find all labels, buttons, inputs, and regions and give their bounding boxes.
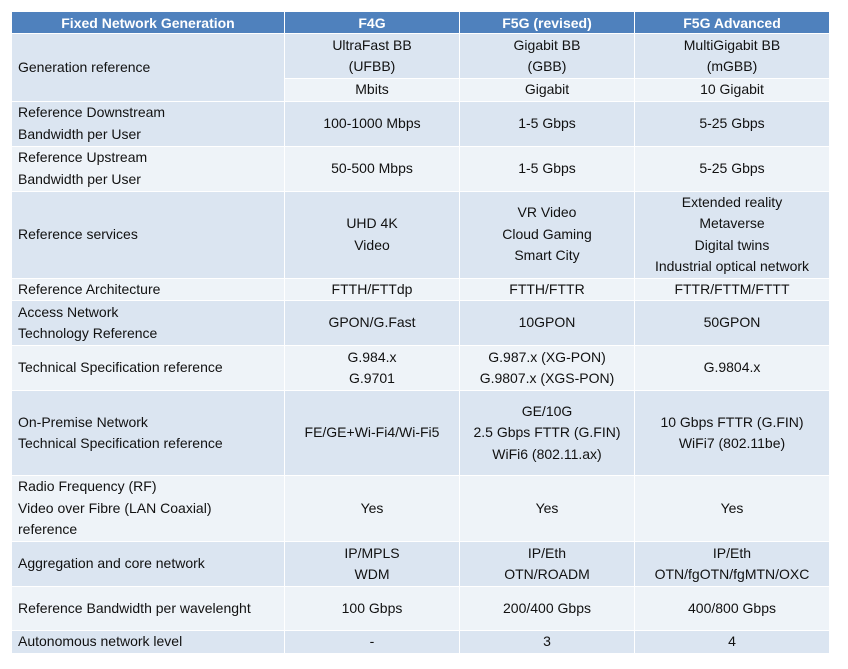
header-cell: F5G (revised)	[460, 12, 635, 34]
cell-text-line: 100 Gbps	[341, 599, 403, 616]
table-row	[12, 346, 830, 391]
table-container	[11, 11, 830, 654]
cell-text-line: Radio Frequency (RF)	[18, 478, 157, 495]
data-cell	[635, 346, 830, 391]
cell-text-line: FTTR/FTTM/FTTT	[674, 280, 790, 297]
table-row	[12, 101, 830, 146]
cell-text-line: Digital twins	[694, 236, 770, 253]
cell-text-line: MultiGigabit BB	[683, 36, 781, 53]
cell-text-line: 5-25 Gbps	[699, 159, 765, 176]
cell-text-line: Access Network	[18, 303, 119, 320]
row-label-cell	[12, 34, 285, 102]
row-label-cell	[12, 101, 285, 146]
cell-text-line: Cloud Gaming	[502, 225, 592, 242]
cell-text-line: FTTH/FTTdp	[331, 280, 413, 297]
cell-text-line: -	[369, 633, 375, 649]
header-cell: F5G Advanced	[635, 12, 830, 34]
data-cell	[285, 391, 460, 476]
cell-text-line: (mGBB)	[706, 58, 758, 74]
cell-text-line: Metaverse	[699, 215, 765, 231]
table-row	[12, 587, 830, 631]
data-cell	[635, 146, 830, 191]
data-cell	[460, 631, 635, 654]
data-cell	[460, 391, 635, 476]
data-cell	[635, 301, 830, 346]
cell-text-line: Technical Specification reference	[18, 435, 223, 451]
table-row	[12, 301, 830, 346]
cell-text-line: UltraFast BB	[332, 36, 412, 53]
data-cell	[635, 587, 830, 631]
data-cell	[460, 34, 635, 79]
cell-text-line: G.9807.x (XGS-PON)	[479, 370, 615, 386]
cell-text-line: 50-500 Mbps	[331, 159, 413, 176]
cell-text-line: 3	[543, 633, 551, 649]
data-cell	[285, 476, 460, 542]
cell-text-line: G.987.x (XG-PON)	[488, 348, 606, 365]
table-row	[12, 631, 830, 654]
data-cell	[460, 346, 635, 391]
cell-text-line: Smart City	[514, 247, 580, 264]
cell-text-line: G.984.x	[347, 348, 397, 365]
table-row	[12, 542, 830, 587]
cell-text-line: Generation reference	[18, 58, 151, 75]
cell-text-line: GPON/G.Fast	[328, 314, 416, 331]
row-label-cell	[12, 631, 285, 654]
cell-text-line: 200/400 Gbps	[503, 599, 591, 616]
data-cell	[635, 391, 830, 476]
cell-text-line: 5-25 Gbps	[699, 114, 765, 131]
cell-text-line: Bandwidth per User	[18, 125, 141, 142]
data-cell	[460, 146, 635, 191]
data-cell	[285, 146, 460, 191]
cell-text-line: 50GPON	[703, 314, 761, 331]
cell-text-line: G.9804.x	[703, 359, 761, 376]
table-row	[12, 391, 830, 476]
cell-text-line: Yes	[535, 499, 559, 516]
row-label-cell	[12, 587, 285, 631]
cell-text-line: Industrial optical network	[654, 258, 810, 274]
data-cell	[635, 79, 830, 102]
data-cell	[285, 301, 460, 346]
data-cell	[635, 278, 830, 301]
data-cell	[460, 587, 635, 631]
data-cell	[285, 101, 460, 146]
cell-text-line: Video	[354, 236, 390, 253]
cell-text-line: Reference Upstream	[18, 149, 148, 165]
cell-text-line: Video over Fibre (LAN Coaxial)	[18, 499, 212, 516]
data-cell	[635, 631, 830, 654]
row-label-cell	[12, 346, 285, 391]
table-row	[12, 191, 830, 278]
cell-text-line: 1-5 Gbps	[518, 159, 576, 176]
data-cell	[285, 346, 460, 391]
row-label-cell	[12, 146, 285, 191]
table-row	[12, 34, 830, 79]
cell-text-line: 10 Gbps FTTR (G.FIN)	[660, 413, 804, 430]
cell-text-line: Technical Specification reference	[18, 359, 223, 376]
table-body	[12, 34, 830, 654]
cell-text-line: Aggregation and core network	[18, 555, 205, 572]
data-cell	[460, 79, 635, 102]
cell-text-line: Bandwidth per User	[18, 170, 141, 187]
header-row	[12, 12, 830, 34]
cell-text-line: WDM	[354, 566, 390, 582]
cell-text-line: (UFBB)	[348, 58, 396, 74]
cell-text-line: (GBB)	[527, 58, 567, 74]
cell-text-line: 10 Gigabit	[700, 81, 764, 97]
cell-text-line: IP/Eth	[712, 544, 752, 561]
cell-text-line: 400/800 Gbps	[688, 599, 776, 616]
cell-text-line: Yes	[360, 499, 384, 516]
cell-text-line: FTTH/FTTR	[509, 280, 585, 297]
cell-text-line: 4	[728, 633, 736, 649]
cell-text-line: Autonomous network level	[18, 633, 183, 649]
cell-text-line: 2.5 Gbps FTTR (G.FIN)	[473, 424, 621, 441]
data-cell	[635, 101, 830, 146]
data-cell	[285, 191, 460, 278]
data-cell	[460, 542, 635, 587]
row-label-cell	[12, 476, 285, 542]
cell-text-line: OTN/ROADM	[504, 566, 590, 582]
cell-text-line: Extended reality	[681, 193, 783, 210]
cell-text-line: Gigabit BB	[513, 36, 581, 53]
cell-text-line: Yes	[720, 499, 744, 516]
cell-text-line: Reference Architecture	[18, 280, 161, 297]
cell-text-line: Mbits	[355, 81, 389, 97]
data-cell	[460, 101, 635, 146]
data-cell	[460, 191, 635, 278]
cell-text-line: IP/Eth	[527, 544, 567, 561]
data-cell	[285, 34, 460, 79]
header-cell: F4G	[285, 12, 460, 34]
cell-text-line: Gigabit	[524, 81, 570, 97]
cell-text-line: WiFi6 (802.11.ax)	[492, 445, 602, 462]
cell-text-line: 100-1000 Mbps	[323, 114, 421, 131]
table-row	[12, 476, 830, 542]
table-row	[12, 146, 830, 191]
data-cell	[460, 476, 635, 542]
header-cell: Fixed Network Generation	[12, 12, 285, 34]
data-cell	[285, 542, 460, 587]
data-cell	[460, 278, 635, 301]
data-cell	[285, 278, 460, 301]
cell-text-line: GE/10G	[521, 402, 573, 419]
cell-text-line: On-Premise Network	[18, 413, 148, 430]
cell-text-line: Reference Downstream	[18, 104, 166, 120]
cell-text-line: G.9701	[349, 370, 395, 386]
cell-text-line: 10GPON	[518, 314, 576, 331]
data-cell	[460, 301, 635, 346]
row-label-cell	[12, 391, 285, 476]
cell-text-line: WiFi7 (802.11be)	[678, 435, 786, 451]
cell-text-line: Technology Reference	[18, 325, 158, 341]
data-cell	[285, 631, 460, 654]
cell-text-line: OTN/fgOTN/fgMTN/OXC	[654, 566, 810, 582]
cell-text-line: Reference Bandwidth per wavelenght	[18, 599, 251, 616]
cell-text-line: 1-5 Gbps	[518, 114, 576, 131]
table-row	[12, 278, 830, 301]
row-label-cell	[12, 191, 285, 278]
cell-text-line: Reference services	[18, 225, 138, 242]
data-cell	[635, 191, 830, 278]
row-label-cell	[12, 542, 285, 587]
cell-text-line: IP/MPLS	[344, 544, 400, 561]
data-cell	[285, 79, 460, 102]
fixed-network-generation-table	[11, 11, 830, 654]
data-cell	[635, 34, 830, 79]
data-cell	[635, 542, 830, 587]
data-cell	[635, 476, 830, 542]
cell-text-line: VR Video	[517, 204, 577, 221]
row-label-cell	[12, 278, 285, 301]
row-label-cell	[12, 301, 285, 346]
cell-text-line: FE/GE+Wi-Fi4/Wi-Fi5	[304, 424, 440, 441]
cell-text-line: reference	[18, 521, 78, 538]
cell-text-line: UHD 4K	[346, 215, 398, 231]
data-cell	[285, 587, 460, 631]
